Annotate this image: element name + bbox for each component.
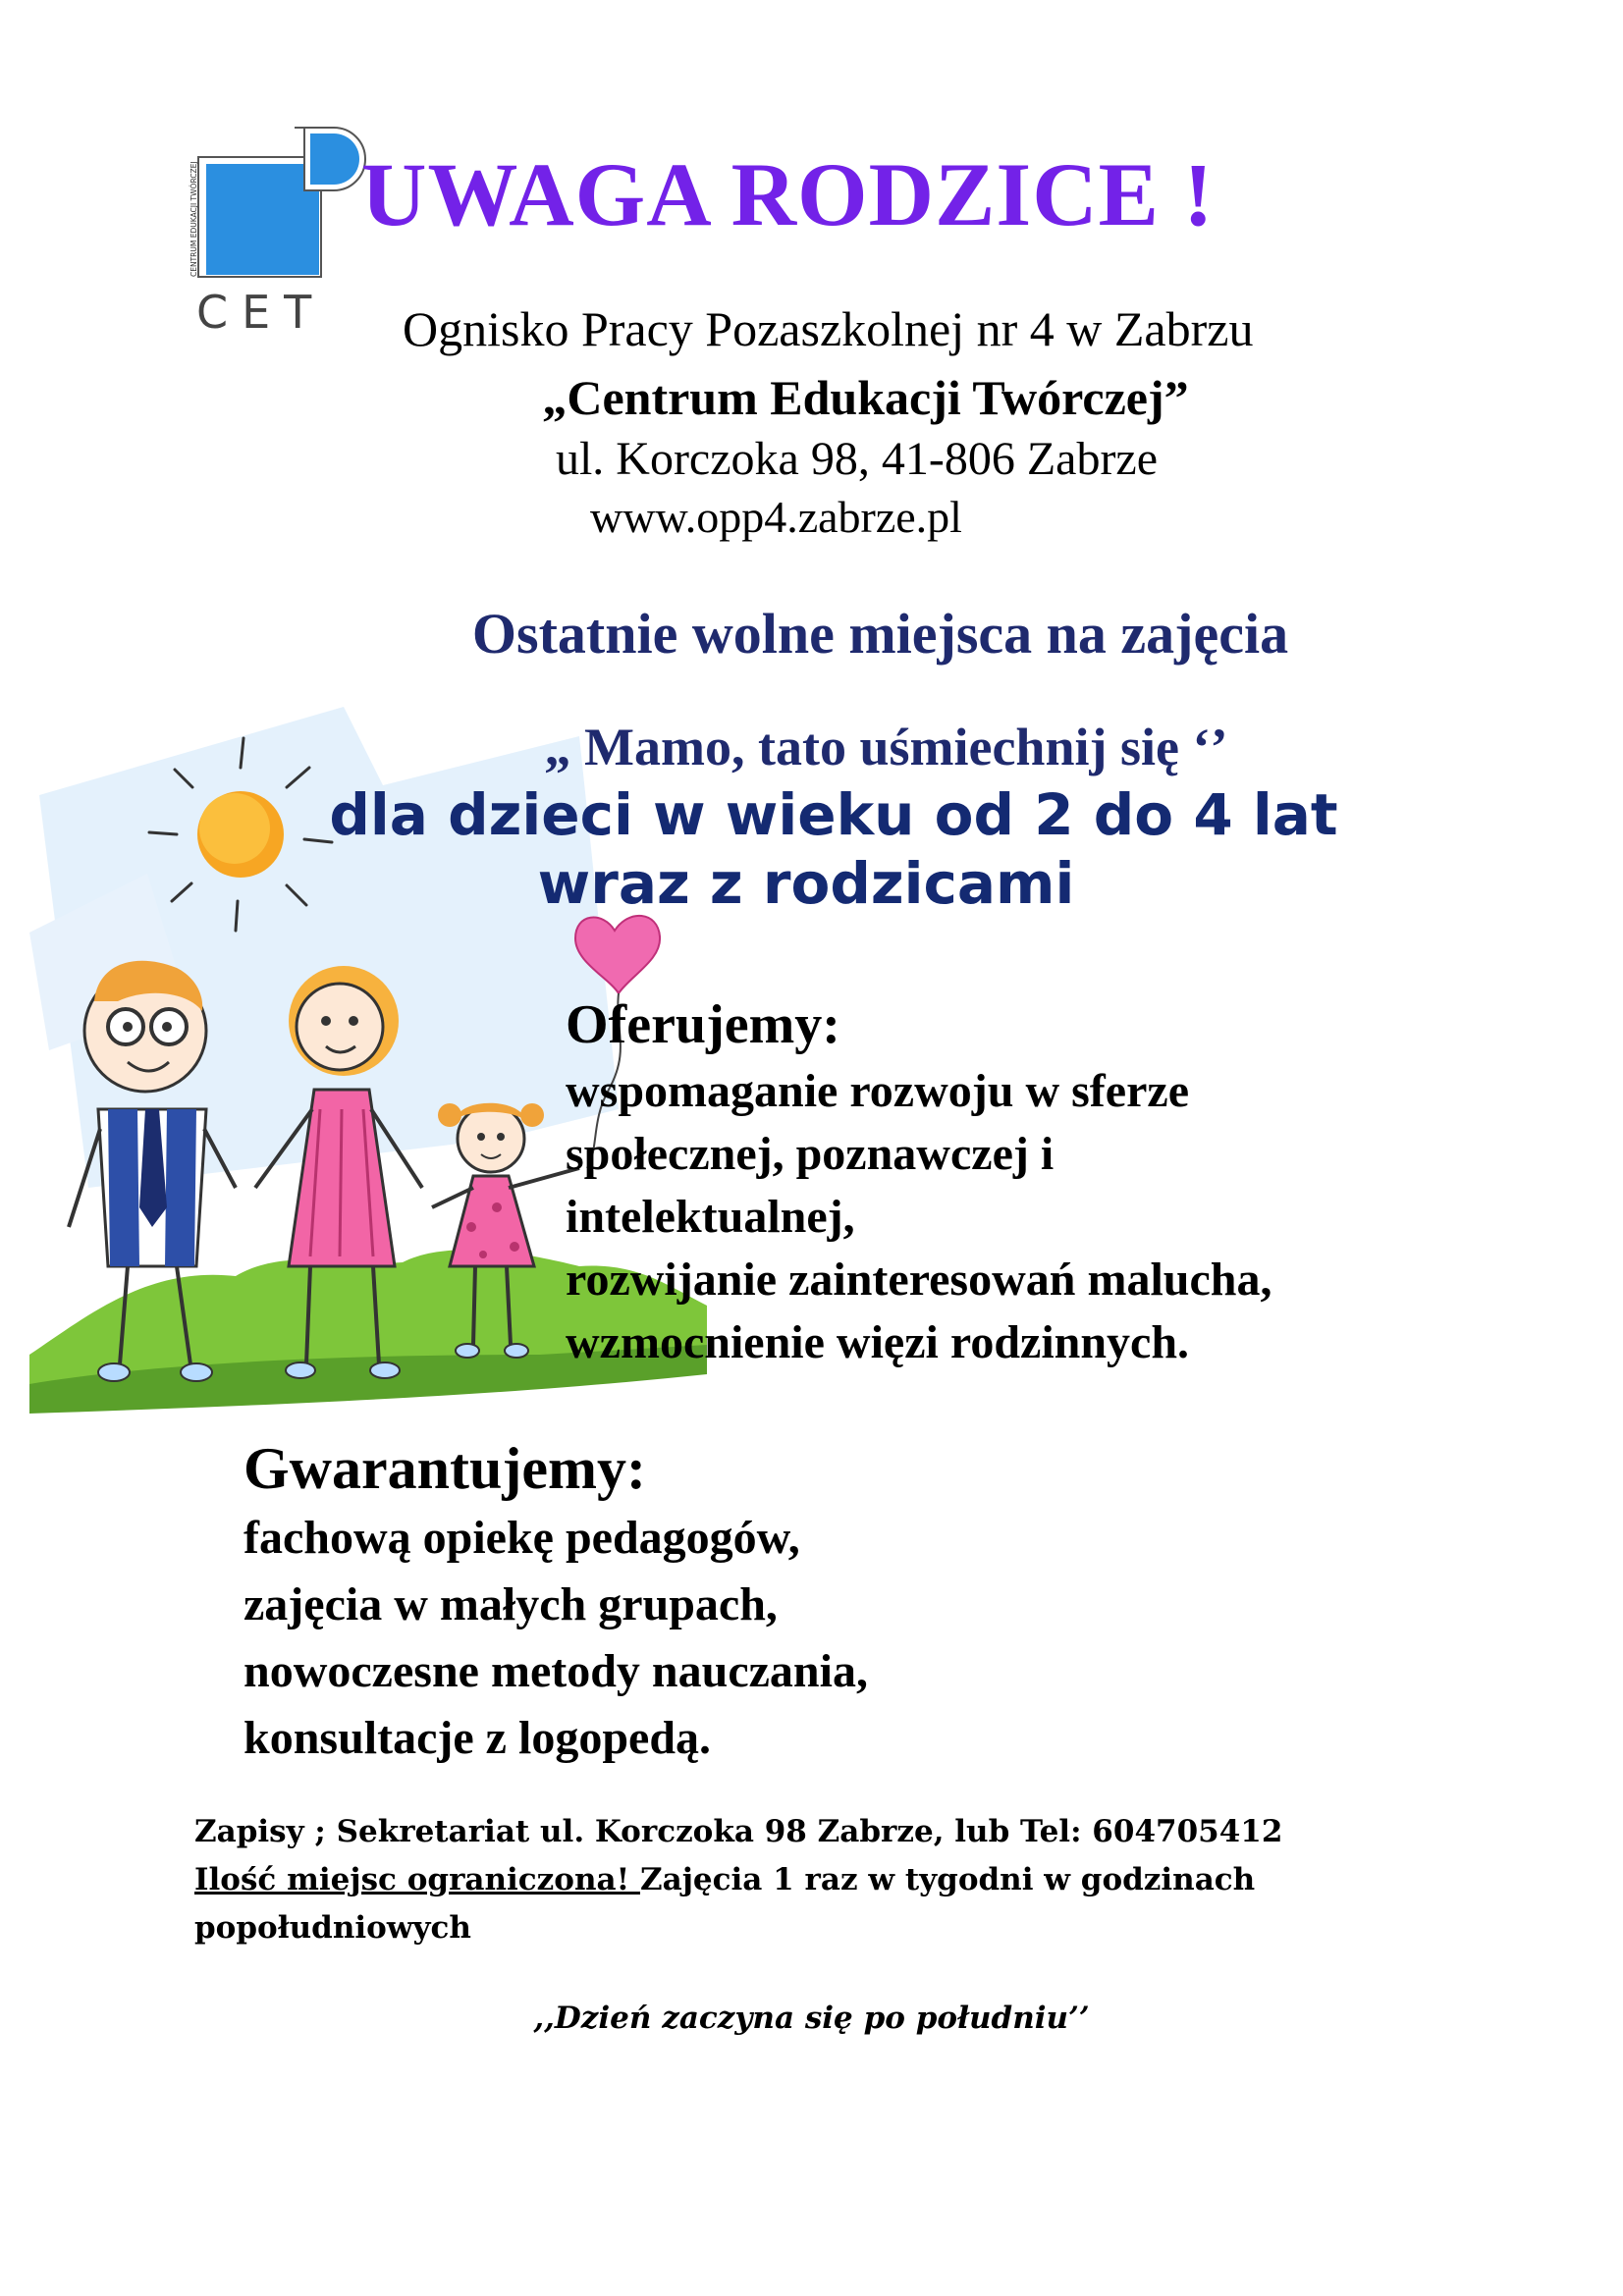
offer-line: wzmocnienie więzi rodzinnych. bbox=[566, 1316, 1190, 1369]
guarantee-line: fachową opiekę pedagogów, bbox=[243, 1512, 800, 1564]
offer-heading: Oferujemy: bbox=[566, 994, 840, 1055]
offer-section bbox=[566, 993, 1606, 1374]
guarantee-section bbox=[243, 1435, 1422, 1772]
limited-places-note: Ilość miejsc ograniczona! bbox=[194, 1862, 640, 1897]
offer-line: wspomaganie rozwoju w sferze bbox=[566, 1065, 1189, 1118]
org-website[interactable]: www.opp4.zabrze.pl bbox=[590, 492, 962, 542]
schedule-text-cont: popołudniowych bbox=[194, 1910, 471, 1946]
guarantee-line: nowoczesne metody nauczania, bbox=[243, 1645, 868, 1697]
headline: Ostatnie wolne miejsca na zajęcia bbox=[471, 602, 1289, 666]
org-address: ul. Korczoka 98, 41-806 Zabrze bbox=[555, 433, 1159, 485]
offer-line: intelektualnej, bbox=[566, 1191, 855, 1244]
guarantee-line: zajęcia w małych grupach, bbox=[243, 1578, 778, 1630]
cet-logo bbox=[187, 120, 373, 336]
page-title: UWAGA RODZICE ! bbox=[361, 144, 1215, 244]
guarantee-line: konsultacje z logopedą. bbox=[243, 1712, 712, 1764]
motto: ,,Dzień zaczyna się po południu’’ bbox=[533, 2001, 1090, 2036]
schedule-text: Zajęcia 1 raz w tygodni w godzinach bbox=[639, 1862, 1256, 1897]
logo-letters: CET bbox=[196, 286, 326, 336]
program-title: „ Mamo, tato uśmiechnij się ‘’ bbox=[544, 718, 1228, 776]
org-name: Ognisko Pracy Pozaszkolnej nr 4 w Zabrzu bbox=[403, 301, 1254, 356]
program-age-line: dla dzieci w wieku od 2 do 4 lat bbox=[329, 781, 1338, 848]
offer-line: rozwijanie zainteresowań malucha, bbox=[566, 1254, 1272, 1307]
schedule-info bbox=[194, 1856, 1530, 1904]
footer-info bbox=[194, 1808, 1530, 1952]
offer-line: społecznej, poznawczej i bbox=[566, 1128, 1055, 1181]
logo-vertical-text: CENTRUM EDUKACJI TWÓRCZEJ bbox=[189, 161, 198, 277]
registration-info: Zapisy ; Sekretariat ul. Korczoka 98 Zabrze, lub Tel: 604705412 bbox=[194, 1814, 1283, 1849]
program-parents-line: wraz z rodzicami bbox=[537, 850, 1075, 917]
guarantee-heading: Gwarantujemy: bbox=[243, 1436, 646, 1501]
org-full-name: „Centrum Edukacji Twórczej” bbox=[542, 370, 1189, 425]
